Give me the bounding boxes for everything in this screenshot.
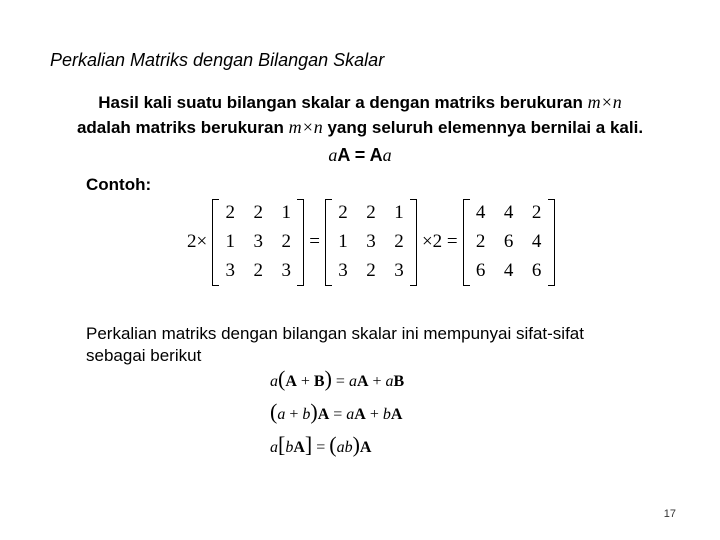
matrix-cell: 1 [225,231,235,252]
definition-paragraph [40,90,680,140]
matrix-cell: 2 [394,231,404,252]
property-1: a(A + B) = aA + aB [270,366,405,391]
properties-intro: Perkalian matriks dengan bilangan skalar ini mempunyai sifat-sifat sebagai berikut [86,324,584,365]
matrix-cell: 4 [531,231,542,252]
matrix-cell: 3 [394,260,404,281]
matrix-cell: 1 [394,202,404,223]
definition-part-3: yang seluruh elemennya bernilai a kali. [322,118,644,137]
times-two-equals: ×2 = [421,231,458,252]
page-number: 17 [663,508,676,520]
matrix-cell: 2 [475,231,486,252]
size-symbol-2: m×n [288,117,323,137]
matrix-cell: 6 [531,260,542,281]
matrix-cell: 3 [338,260,348,281]
matrix-cell: 4 [475,202,486,223]
formula-scalar-left: a [328,145,338,165]
matrix-cell: 1 [281,202,291,223]
slide-title: Perkalian Matriks dengan Bilangan Skalar [50,50,385,70]
matrix-b [325,199,417,286]
matrix-result [463,199,555,286]
equals-sign: = [309,231,320,252]
size-symbol-1: m×n [587,92,622,112]
formula-scalar-right: a [382,145,392,165]
matrix-a [212,199,304,286]
matrix-cell: 2 [366,202,376,223]
definition-part-1: Hasil kali suatu bilangan skalar a dengan matriks berukuran [98,93,588,112]
scalar-formula [40,145,680,166]
matrix-cell: 2 [531,202,542,223]
scalar-multiplier: 2× [187,231,208,252]
matrix-cell: 4 [503,202,514,223]
property-2: (a + b)A = aA + bA [270,399,403,424]
matrix-cell: 3 [366,231,376,252]
matrix-cell: 3 [253,231,263,252]
example-label: Contoh: [86,175,152,194]
matrix-cell: 2 [281,231,291,252]
matrix-cell: 3 [225,260,235,281]
matrix-cell: 6 [503,231,514,252]
matrix-cell: 6 [475,260,486,281]
definition-part-2: adalah matriks berukuran [76,118,289,137]
matrix-cell: 2 [225,202,235,223]
matrix-cell: 1 [338,231,348,252]
matrix-equation [185,196,558,288]
properties-list [270,362,404,461]
matrix-cell: 2 [366,260,376,281]
property-3: a[bA] = (ab)A [270,432,372,457]
formula-middle: A = A [337,145,383,165]
matrix-cell: 3 [281,260,291,281]
matrix-cell: 4 [503,260,514,281]
matrix-cell: 2 [253,260,263,281]
matrix-cell: 2 [253,202,263,223]
matrix-cell: 2 [338,202,348,223]
